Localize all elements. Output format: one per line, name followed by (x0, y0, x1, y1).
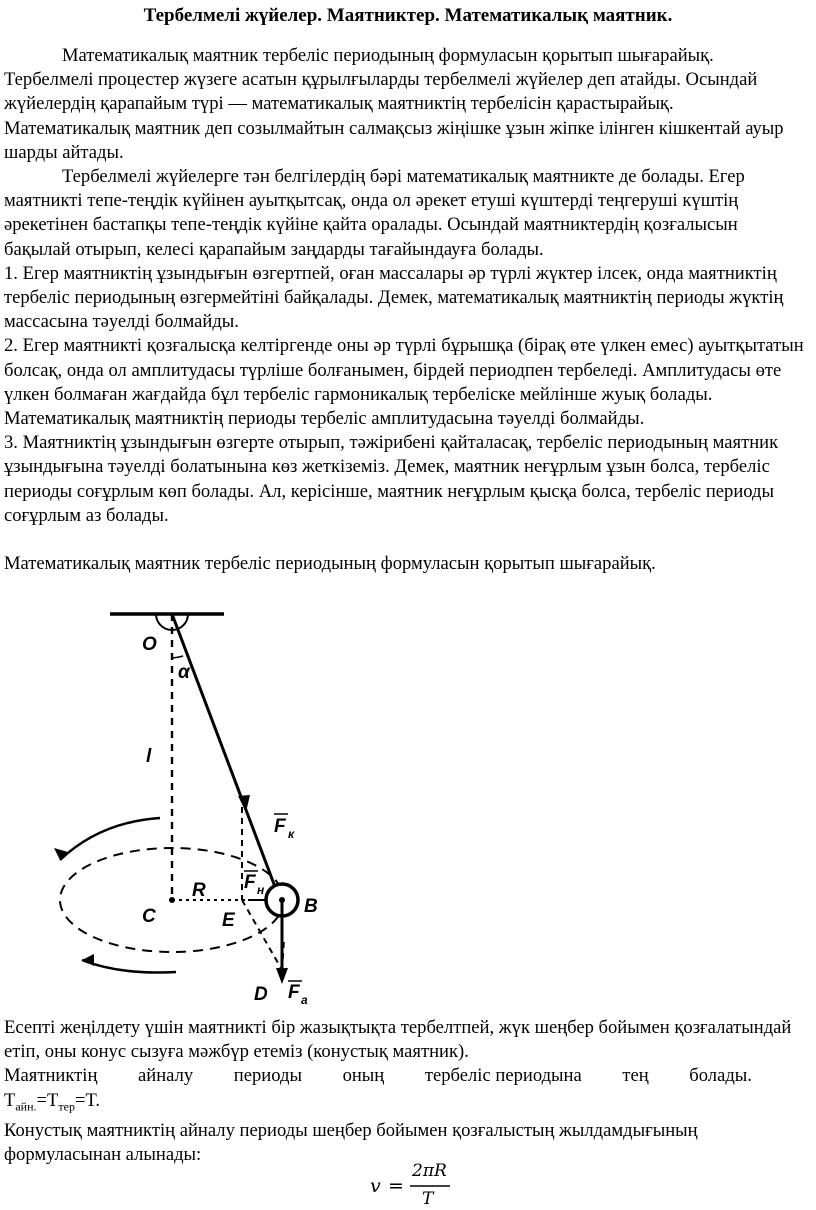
label-b: B (304, 896, 318, 917)
conical-pendulum-diagram (30, 600, 350, 1010)
fk-arrow-head (238, 795, 250, 812)
period-equation: $T_{айн.}=T_{тер}=T$. (4, 1089, 101, 1114)
label-o: O (142, 634, 157, 655)
word-6: тең (622, 1065, 649, 1087)
formula-denominator: T (422, 1189, 434, 1208)
velocity-formula (368, 1158, 458, 1208)
word-1: Маятниктің (4, 1065, 98, 1087)
orbit-center (169, 897, 175, 903)
rotation-arrow-top (60, 818, 160, 860)
label-fa: F (288, 982, 300, 1003)
pendulum-string (172, 614, 280, 900)
document-body (4, 44, 804, 576)
paragraph-features: Тербелмелі жүйелерге тән белгілердің бәрі математикалық маятникте де болады. Егер маятникті тепе-теңдік күйінен ауытқытсақ, онда ол әрекет етуші күштерді теңгеруші күштің әрекетінен бастапқы тепе-теңдік күйіне қайта оралады. Осындай маятниктердің қозғалысын бақылай отырып, келесі қарапайым заңдарды тағайындауға болады. (4, 166, 745, 260)
word-3: периоды (233, 1065, 302, 1087)
paragraph-intro: Математикалық маятник тербеліс периодының формуласын қорытып шығарайық. Тербелмелі процестер жүзеге асатын құрылғыларды тербелмелі жүйелер деп атайды. Осындай жүйелердің қарапайым түрі — математикалық маятниктің тербелісін қарастырайық. Математикалық маятник деп созылмайтын салмақсыз жіңішке ұзын жіпке ілінген кішкентай ауыр шарды айтады. (4, 45, 784, 163)
paragraph-law-3: 3. Маятниктің ұзындығын өзгерте отырып, тәжірибені қайталасақ, тербеліс периодының маятник ұзындығына тәуелді болатынына көз жеткіземіз. Демек, маятник неғұрлым ұзын болса, тербеліс периоды соғұрлым көп болады. Ал, керісінше, маятник неғұрлым қысқа болса, тербеліс периоды соғұрлым аз болады. (4, 432, 779, 526)
paragraph-law-1: 1. Егер маятниктің ұзындығын өзгертпей, оған массалары әр түрлі жүктер ілсек, онда маятниктің тербеліс периодының өзгермейтіні байқалады. Демек, математикалық маятниктің периоды жүктің массасына тәуелді болмайды. (4, 262, 784, 333)
paragraph-velocity: Конустық маятниктің айналу периоды шеңбер бойымен қозғалыстың жылдамдығының формуласынан алынады: (4, 1119, 698, 1165)
rotation-arrow-bottom-head (82, 954, 94, 966)
label-alpha: α (178, 662, 190, 683)
formula-eq: = (388, 1175, 404, 1197)
alpha-arc (172, 656, 183, 658)
paragraph-period-equal (4, 1064, 752, 1088)
label-fn: F (244, 872, 256, 893)
paragraph-law-2: 2. Егер маятникті қозғалысқа келтіргенде оны әр түрлі бұрышқа (бірақ өте үлкен емес) ауытқытатын болсақ, онда ол амплитудасы түрліше болғанымен, бірдей периодпен тербеледі. Амплитудасы өте үлкен болмаған жағдайда бұл тербеліс гармоникалық тербеліске мейлінше жуық болады. Математикалық маятниктің периоды тербеліс амплитудасына тәуелді болмайды. (4, 335, 804, 430)
word-5: тербеліс периодына (424, 1065, 582, 1087)
label-fk-sub: к (288, 827, 295, 841)
label-fa-sub: а (301, 993, 308, 1007)
word-7: болады. (689, 1065, 752, 1087)
label-fn-sub: н (257, 883, 265, 897)
label-c: C (142, 906, 156, 927)
rotation-arrow-bottom (82, 960, 176, 973)
label-l: l (146, 746, 152, 767)
formula-numerator: 2πR (412, 1161, 447, 1181)
word-2: айналу (138, 1065, 194, 1087)
paragraph-conical: Есепті жеңілдету үшін маятникті бір жазықтықта тербелтпей, жүк шеңбер бойымен қозғалатындай етіп, оны конус сызуға мәжбүр етеміз (конустық маятник). (4, 1017, 792, 1063)
page-title: Тербелмелі жүйелер. Маятниктер. Математикалық маятник. (143, 5, 673, 26)
paragraph-derive: Математикалық маятник тербеліс периодының формуласын қорытып шығарайық. (4, 553, 656, 575)
word-4: оның (342, 1065, 385, 1087)
formula-lhs: v (370, 1175, 381, 1197)
label-fk: F (274, 816, 286, 837)
gravity-arrow-head (276, 968, 288, 984)
label-r: R (192, 880, 206, 901)
rotation-arrow-top-head (54, 848, 68, 860)
label-d: D (254, 984, 268, 1005)
document-lower (4, 1016, 804, 1167)
label-e: E (222, 910, 235, 931)
